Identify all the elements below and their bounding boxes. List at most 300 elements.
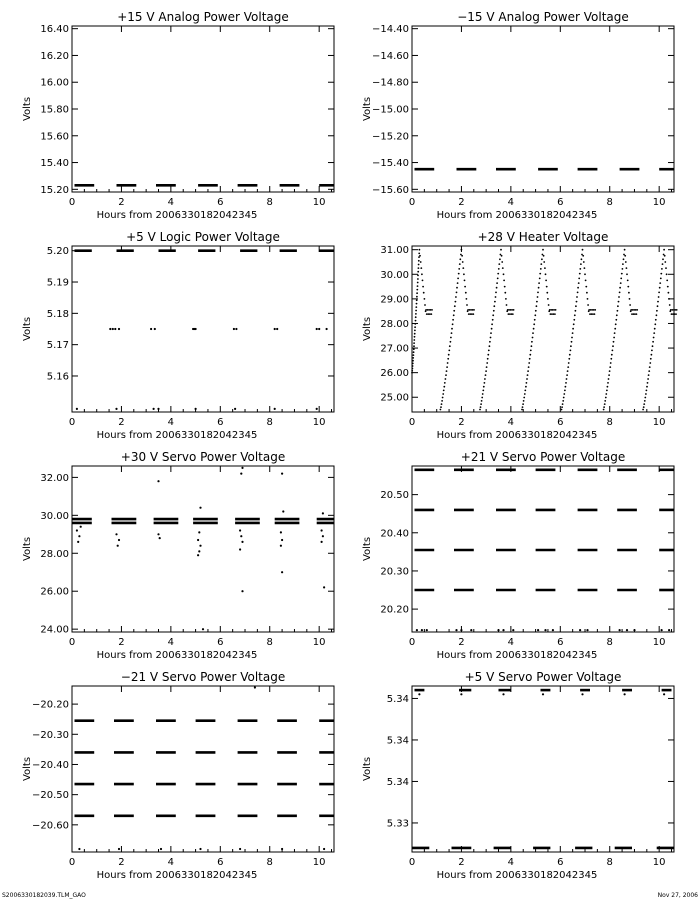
data-point-3 <box>506 304 508 306</box>
data-point-3 <box>466 304 468 306</box>
data-point-3 <box>605 393 607 395</box>
data-point-3 <box>579 273 581 275</box>
data-point-3 <box>582 249 584 251</box>
x-axis-label-6: Hours from 2006330182042345 <box>96 870 258 881</box>
data-point-3 <box>616 314 618 316</box>
data-point-3 <box>485 374 487 376</box>
x-axis-label-5: Hours from 2006330182042345 <box>436 650 598 661</box>
data-point-3 <box>628 292 630 294</box>
data-point-3 <box>572 332 574 334</box>
data-point-3 <box>523 397 525 399</box>
data-point-3 <box>417 285 419 287</box>
data-point-3 <box>449 345 451 347</box>
data-point-3 <box>669 304 671 306</box>
data-point-3 <box>481 397 483 399</box>
data-point-3 <box>457 282 459 284</box>
y-tick-label-0: 15.80 <box>40 104 69 116</box>
data-point-3 <box>441 403 443 405</box>
x-tick-label-2: 2 <box>118 417 125 428</box>
x-tick-label-7: 0 <box>408 857 416 868</box>
data-point-3 <box>575 310 577 312</box>
data-point-3 <box>490 337 492 339</box>
data-point-6 <box>78 848 80 850</box>
data-point-3 <box>649 366 651 368</box>
data-point-2 <box>115 408 117 410</box>
data-point-3 <box>663 249 665 251</box>
y-tick-label-0: 15.40 <box>40 158 69 170</box>
data-point-3 <box>542 249 544 251</box>
y-tick-label-6: −20.30 <box>31 729 69 741</box>
chart-panel-2 <box>22 230 334 441</box>
data-point-4 <box>80 526 82 528</box>
data-point-5 <box>426 629 428 631</box>
data-point-3 <box>629 298 631 300</box>
data-point-5 <box>537 629 539 631</box>
x-tick-label-5: 10 <box>652 637 666 648</box>
data-point-5 <box>416 629 418 631</box>
data-point-3 <box>644 397 646 399</box>
data-point-3 <box>540 268 542 270</box>
data-point-3 <box>445 374 447 376</box>
data-point-3 <box>584 267 586 269</box>
data-point-3 <box>652 341 654 343</box>
chart-title-2: +5 V Logic Power Voltage <box>126 230 280 244</box>
data-point-6 <box>160 848 162 850</box>
data-point-3 <box>481 400 483 402</box>
data-point-3 <box>499 258 501 260</box>
x-tick-label-2: 0 <box>68 417 76 428</box>
y-tick-label-5: 20.50 <box>380 490 409 502</box>
data-point-3 <box>422 286 424 288</box>
data-point-2 <box>316 408 318 410</box>
data-point-7 <box>502 693 504 695</box>
data-point-3 <box>585 280 587 282</box>
data-point-3 <box>586 292 588 294</box>
data-point-3 <box>619 287 621 289</box>
x-tick-label-4: 2 <box>118 637 125 648</box>
x-axis-label-1: Hours from 2006330182042345 <box>436 210 598 221</box>
y-tick-label-0: 15.20 <box>40 184 69 196</box>
data-point-3 <box>544 267 546 269</box>
data-point-3 <box>500 249 502 251</box>
data-point-3 <box>431 309 433 311</box>
data-point-3 <box>623 258 625 260</box>
data-point-3 <box>582 255 584 257</box>
x-tick-label-6: 8 <box>266 857 273 868</box>
data-point-4 <box>78 535 80 537</box>
y-tick-label-0: 16.20 <box>40 50 69 62</box>
data-point-3 <box>627 280 629 282</box>
x-tick-label-3: 8 <box>606 417 613 428</box>
x-tick-label-1: 2 <box>458 197 465 208</box>
chart-title-6: −21 V Servo Power Voltage <box>120 670 286 684</box>
data-point-3 <box>420 267 422 269</box>
data-point-3 <box>466 298 468 300</box>
data-point-3 <box>646 386 648 388</box>
data-point-3 <box>656 310 658 312</box>
plot-frame-6 <box>72 686 334 852</box>
y-tick-label-3: 27.00 <box>380 343 409 355</box>
x-axis-label-4: Hours from 2006330182042345 <box>96 650 258 661</box>
x-tick-label-0: 10 <box>312 197 326 208</box>
data-point-7 <box>624 693 626 695</box>
data-point-4 <box>202 628 204 630</box>
plot-frame-7 <box>412 686 674 852</box>
data-point-3 <box>529 354 531 356</box>
data-point-3 <box>649 362 651 364</box>
data-point-5 <box>633 629 635 631</box>
data-point-4 <box>241 541 243 543</box>
data-point-4 <box>323 586 325 588</box>
x-tick-label-3: 2 <box>458 417 465 428</box>
data-point-3 <box>563 393 565 395</box>
data-point-3 <box>463 273 465 275</box>
y-axis-label-5: Volts <box>362 536 373 562</box>
data-point-3 <box>526 378 528 380</box>
data-point-3 <box>535 310 537 312</box>
data-point-3 <box>624 255 626 257</box>
data-point-4 <box>199 545 201 547</box>
data-point-3 <box>512 313 514 315</box>
data-point-3 <box>581 258 583 260</box>
data-point-3 <box>658 296 660 298</box>
data-point-3 <box>464 286 466 288</box>
data-point-3 <box>440 409 442 411</box>
data-point-3 <box>462 267 464 269</box>
y-tick-label-2: 5.19 <box>46 277 69 289</box>
data-point-3 <box>615 323 617 325</box>
x-tick-label-0: 0 <box>68 197 76 208</box>
data-point-3 <box>656 314 658 316</box>
data-point-3 <box>533 323 535 325</box>
x-tick-label-6: 10 <box>312 857 326 868</box>
data-point-3 <box>413 348 415 350</box>
y-tick-label-3: 26.00 <box>380 368 409 380</box>
data-point-2 <box>114 328 116 330</box>
data-point-3 <box>567 366 569 368</box>
y-tick-label-7: 5.34 <box>386 693 409 705</box>
data-point-3 <box>643 406 645 408</box>
data-point-3 <box>417 271 419 273</box>
data-point-3 <box>605 397 607 399</box>
chart-panel-4 <box>22 450 334 661</box>
data-point-3 <box>546 286 548 288</box>
data-point-5 <box>552 629 554 631</box>
data-point-3 <box>479 409 481 411</box>
y-tick-label-3: 25.00 <box>380 392 409 404</box>
data-point-3 <box>565 382 567 384</box>
data-point-3 <box>413 351 415 353</box>
y-tick-label-2: 5.17 <box>46 340 69 352</box>
data-point-3 <box>527 374 529 376</box>
y-axis-label-4: Volts <box>22 536 33 562</box>
x-tick-label-6: 2 <box>118 857 125 868</box>
data-point-4 <box>281 539 283 541</box>
data-point-4 <box>77 541 79 543</box>
data-point-2 <box>154 328 156 330</box>
data-point-5 <box>512 629 514 631</box>
data-point-4 <box>322 535 324 537</box>
y-tick-label-1: −14.40 <box>371 24 409 36</box>
data-point-3 <box>547 298 549 300</box>
data-point-3 <box>561 409 563 411</box>
data-point-3 <box>413 354 415 356</box>
data-point-3 <box>627 286 629 288</box>
data-point-3 <box>413 339 415 341</box>
data-point-3 <box>533 328 535 330</box>
data-point-4 <box>241 467 243 469</box>
data-point-4 <box>117 545 119 547</box>
data-point-3 <box>608 374 610 376</box>
data-point-2 <box>157 408 159 410</box>
data-point-3 <box>522 406 524 408</box>
data-point-3 <box>578 282 580 284</box>
y-axis-label-6: Volts <box>22 756 33 782</box>
x-tick-label-1: 4 <box>507 197 515 208</box>
data-point-3 <box>524 390 526 392</box>
y-axis-label-7: Volts <box>362 756 373 782</box>
data-point-2 <box>112 328 114 330</box>
data-point-3 <box>489 345 491 347</box>
data-point-3 <box>662 263 664 265</box>
data-point-3 <box>497 278 499 280</box>
data-point-3 <box>636 313 638 315</box>
x-axis-label-0: Hours from 2006330182042345 <box>96 210 258 221</box>
data-point-3 <box>447 362 449 364</box>
y-tick-label-3: 31.00 <box>380 245 409 257</box>
data-point-3 <box>505 298 507 300</box>
x-tick-label-7: 8 <box>606 857 613 868</box>
x-tick-label-5: 2 <box>458 637 465 648</box>
data-point-3 <box>645 393 647 395</box>
data-point-3 <box>563 397 565 399</box>
data-point-3 <box>574 314 576 316</box>
chart-title-0: +15 V Analog Power Voltage <box>117 10 289 24</box>
data-point-3 <box>451 328 453 330</box>
footer-date-label: Nov 27, 2006 <box>657 892 698 899</box>
data-point-3 <box>608 378 610 380</box>
data-point-2 <box>276 328 278 330</box>
data-point-3 <box>577 287 579 289</box>
x-tick-label-3: 6 <box>557 417 564 428</box>
data-point-3 <box>418 264 420 266</box>
chart-panel-7 <box>362 670 674 881</box>
data-point-3 <box>443 390 445 392</box>
data-point-2 <box>233 328 235 330</box>
data-point-3 <box>621 273 623 275</box>
data-point-3 <box>455 301 457 303</box>
data-point-3 <box>447 358 449 360</box>
data-point-4 <box>322 512 324 514</box>
data-point-3 <box>493 310 495 312</box>
data-point-2 <box>316 328 318 330</box>
data-point-4 <box>240 473 242 475</box>
data-point-3 <box>668 298 670 300</box>
data-point-3 <box>524 393 526 395</box>
data-point-3 <box>620 282 622 284</box>
data-point-3 <box>414 333 416 335</box>
data-point-3 <box>531 345 533 347</box>
chart-title-4: +30 V Servo Power Voltage <box>120 450 286 464</box>
data-point-4 <box>199 507 201 509</box>
data-point-3 <box>498 263 500 265</box>
x-tick-label-3: 10 <box>652 417 666 428</box>
data-point-3 <box>577 292 579 294</box>
data-point-3 <box>440 406 442 408</box>
x-tick-label-3: 0 <box>408 417 416 428</box>
data-point-3 <box>452 323 454 325</box>
data-point-3 <box>541 258 543 260</box>
plot-frame-1 <box>412 26 674 192</box>
data-point-3 <box>665 267 667 269</box>
data-point-4 <box>197 539 199 541</box>
data-point-3 <box>494 301 496 303</box>
data-point-3 <box>461 249 463 251</box>
data-point-3 <box>414 330 416 332</box>
data-point-3 <box>648 370 650 372</box>
data-point-3 <box>603 406 605 408</box>
plot-frame-4 <box>72 466 334 632</box>
data-point-3 <box>522 403 524 405</box>
data-point-3 <box>521 409 523 411</box>
data-point-3 <box>458 268 460 270</box>
data-point-3 <box>523 400 525 402</box>
data-point-3 <box>450 337 452 339</box>
y-tick-label-4: 32.00 <box>40 472 69 484</box>
data-point-3 <box>625 261 627 263</box>
data-point-3 <box>594 309 596 311</box>
data-point-5 <box>668 629 670 631</box>
y-tick-label-6: −20.20 <box>31 699 69 711</box>
data-point-3 <box>561 406 563 408</box>
data-point-3 <box>527 370 529 372</box>
data-point-3 <box>626 273 628 275</box>
y-tick-label-1: −15.00 <box>371 104 409 116</box>
data-point-4 <box>240 535 242 537</box>
data-point-3 <box>486 362 488 364</box>
y-tick-label-1: −15.60 <box>371 184 409 196</box>
data-point-3 <box>504 292 506 294</box>
x-tick-label-0: 6 <box>217 197 224 208</box>
x-tick-label-4: 0 <box>68 637 76 648</box>
data-point-3 <box>565 386 567 388</box>
data-point-7 <box>581 693 583 695</box>
data-point-3 <box>496 287 498 289</box>
y-tick-label-3: 29.00 <box>380 294 409 306</box>
data-point-4 <box>115 533 117 535</box>
data-point-3 <box>664 261 666 263</box>
y-axis-label-1: Volts <box>362 96 373 122</box>
data-point-3 <box>540 263 542 265</box>
data-point-3 <box>615 319 617 321</box>
data-point-4 <box>118 539 120 541</box>
data-point-3 <box>668 292 670 294</box>
data-point-3 <box>657 301 659 303</box>
x-tick-label-1: 8 <box>606 197 613 208</box>
data-point-3 <box>480 406 482 408</box>
data-point-3 <box>636 309 638 311</box>
y-axis-label-0: Volts <box>22 96 33 122</box>
data-point-3 <box>624 249 626 251</box>
chart-title-5: +21 V Servo Power Voltage <box>460 450 626 464</box>
x-tick-label-2: 10 <box>312 417 326 428</box>
data-point-3 <box>480 403 482 405</box>
data-point-3 <box>529 358 531 360</box>
data-point-3 <box>652 345 654 347</box>
data-point-4 <box>239 529 241 531</box>
data-point-3 <box>450 341 452 343</box>
data-point-3 <box>566 374 568 376</box>
data-point-3 <box>459 258 461 260</box>
data-point-3 <box>622 268 624 270</box>
data-point-3 <box>642 409 644 411</box>
data-point-5 <box>460 629 462 631</box>
x-tick-label-2: 4 <box>167 417 175 428</box>
data-point-7 <box>460 693 462 695</box>
y-tick-label-7: 5.33 <box>386 818 409 830</box>
data-point-3 <box>417 282 419 284</box>
data-point-3 <box>492 314 494 316</box>
data-point-2 <box>150 328 152 330</box>
data-point-3 <box>422 280 424 282</box>
data-point-3 <box>585 286 587 288</box>
chart-panel-6 <box>22 670 334 881</box>
data-point-4 <box>157 480 159 482</box>
data-point-3 <box>445 378 447 380</box>
data-point-6 <box>199 848 201 850</box>
data-point-3 <box>414 326 416 328</box>
data-point-3 <box>622 263 624 265</box>
data-point-6 <box>254 686 256 688</box>
data-point-3 <box>646 390 648 392</box>
data-point-3 <box>573 323 575 325</box>
data-point-3 <box>651 350 653 352</box>
data-point-3 <box>659 282 661 284</box>
y-tick-label-0: 15.60 <box>40 131 69 143</box>
data-point-3 <box>528 366 530 368</box>
y-tick-label-5: 20.40 <box>380 528 409 540</box>
x-tick-label-6: 0 <box>68 857 76 868</box>
chart-title-1: −15 V Analog Power Voltage <box>457 10 629 24</box>
data-point-3 <box>660 273 662 275</box>
data-point-3 <box>486 366 488 368</box>
y-tick-label-4: 30.00 <box>40 510 69 522</box>
data-point-3 <box>660 278 662 280</box>
data-point-3 <box>487 358 489 360</box>
y-tick-label-3: 28.00 <box>380 318 409 330</box>
data-point-7 <box>418 693 420 695</box>
data-point-3 <box>485 370 487 372</box>
data-point-6 <box>118 848 120 850</box>
data-point-4 <box>239 548 241 550</box>
data-point-3 <box>614 328 616 330</box>
data-point-3 <box>543 261 545 263</box>
y-tick-label-2: 5.16 <box>46 371 69 383</box>
data-point-3 <box>571 337 573 339</box>
data-point-3 <box>412 363 414 365</box>
data-point-3 <box>453 310 455 312</box>
x-tick-label-1: 6 <box>557 197 564 208</box>
x-tick-label-4: 4 <box>167 637 175 648</box>
data-point-3 <box>573 319 575 321</box>
data-point-3 <box>415 313 417 315</box>
data-point-3 <box>618 301 620 303</box>
data-point-3 <box>539 273 541 275</box>
x-axis-label-2: Hours from 2006330182042345 <box>96 430 258 441</box>
data-point-3 <box>415 310 417 312</box>
data-point-3 <box>662 258 664 260</box>
data-point-3 <box>661 268 663 270</box>
